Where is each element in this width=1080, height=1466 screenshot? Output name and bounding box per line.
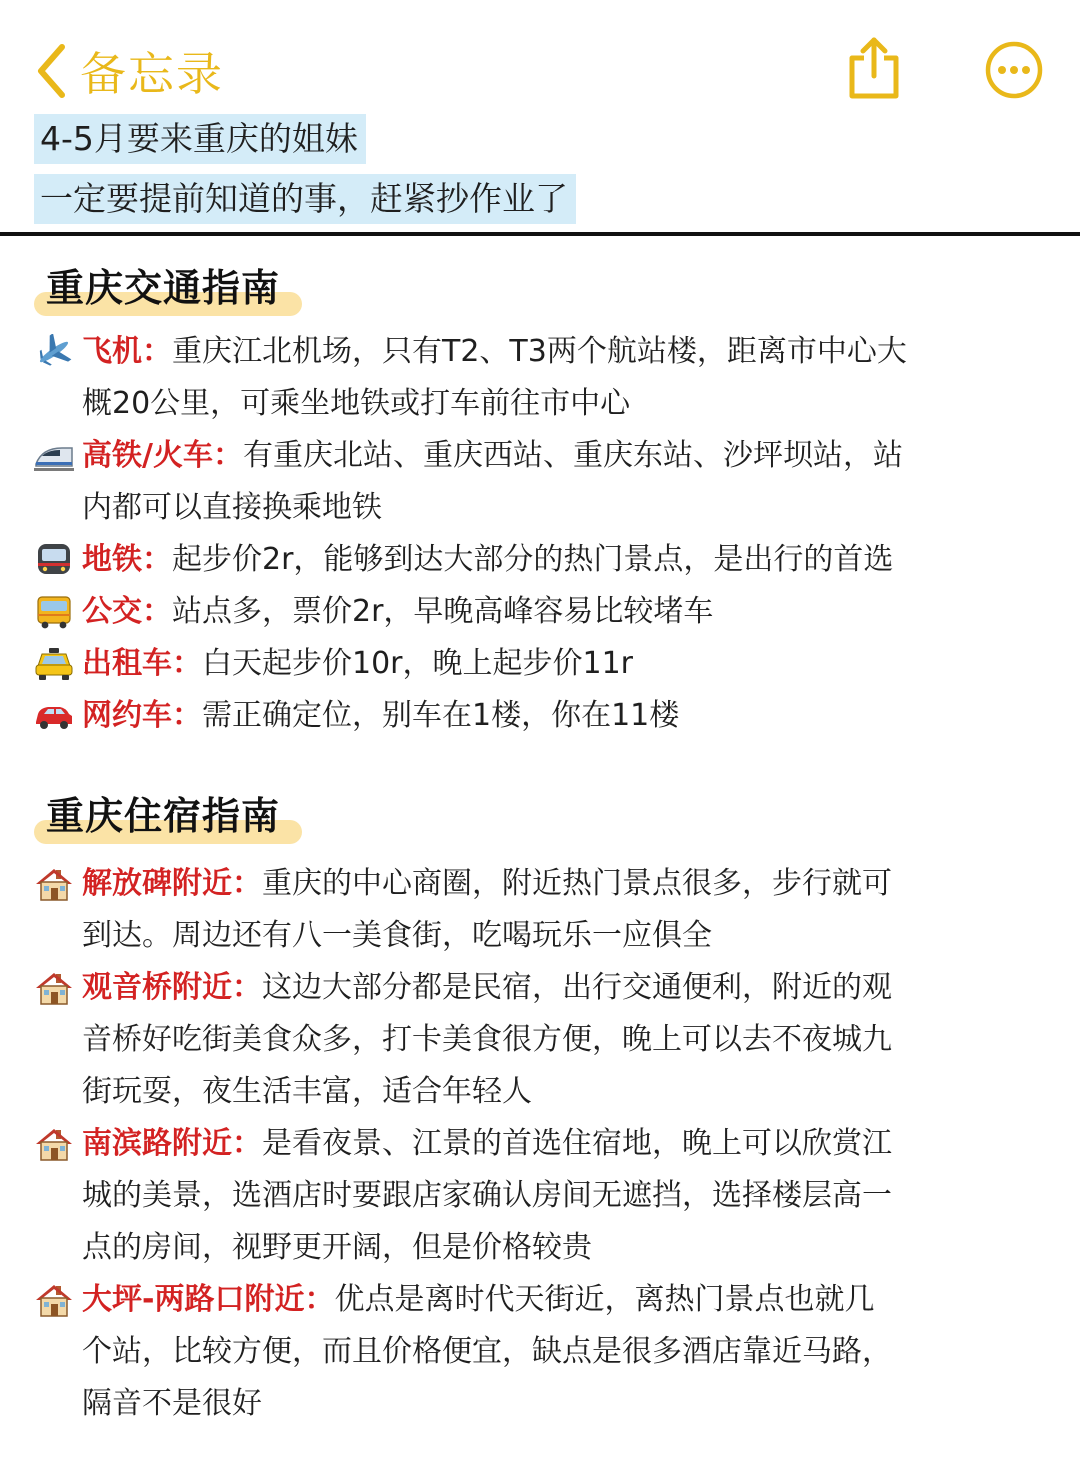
house-icon [34, 1282, 74, 1318]
bus-icon [34, 594, 74, 630]
list-item-airplane: 飞机：重庆江北机场，只有T2、T3两个航站楼，距离市中心大 概20公里，可乘坐地铁或打车前往市中心 [34, 326, 1044, 430]
metro-icon [34, 542, 74, 578]
list-item-guanyinqiao: 观音桥附近：这边大部分都是民宿，出行交通便利，附近的观 音桥好吃街美食众多，打卡美食很方便，晚上可以去不夜城九 街玩耍，夜生活丰富，适合年轻人 [34, 962, 1044, 1118]
divider [0, 232, 1080, 236]
house-icon [34, 866, 74, 902]
house-icon [34, 970, 74, 1006]
list-item-metro: 地铁：起步价2r，能够到达大部分的热门景点，是出行的首选 [34, 534, 1044, 586]
bullet-train-icon [34, 438, 74, 474]
house-icon [34, 1126, 74, 1162]
subtitle-line-1: 4-5月要来重庆的姐妹 [34, 114, 366, 164]
lodging-section-title: 重庆住宿指南 [34, 786, 280, 846]
transport-section-title: 重庆交通指南 [34, 258, 280, 318]
back-button[interactable] [36, 38, 224, 104]
list-item-bus: 公交：站点多，票价2r，早晚高峰容易比较堵车 [34, 586, 1044, 638]
share-icon[interactable] [846, 36, 902, 100]
taxi-icon [34, 646, 74, 682]
chevron-left-icon [36, 43, 66, 99]
list-item-daping: 大坪-两路口附近：优点是离时代天街近，离热门景点也就几 个站，比较方便，而且价格便宜，缺点是很多酒店靠近马路， 隔音不是很好 [34, 1274, 1044, 1430]
back-label: 备忘录 [80, 47, 224, 101]
car-icon [34, 698, 74, 734]
list-item-taxi: 出租车：白天起步价10r，晚上起步价11r [34, 638, 1044, 690]
list-item-bullet-train: 高铁/火车：有重庆北站、重庆西站、重庆东站、沙坪坝站，站 内都可以直接换乘地铁 [34, 430, 1044, 534]
list-item-nanbinlu: 南滨路附近：是看夜景、江景的首选住宿地，晚上可以欣赏江 城的美景，选酒店时要跟店家确认房间无遮挡，选择楼层高一 点的房间，视野更开阔，但是价格较贵 [34, 1118, 1044, 1274]
subtitle-line-2: 一定要提前知道的事，赶紧抄作业了 [34, 174, 576, 224]
nav-bar [0, 0, 1080, 110]
list-item-ride-hailing: 网约车：需正确定位，别车在1楼，你在11楼 [34, 690, 1044, 742]
more-icon[interactable] [984, 40, 1044, 100]
list-item-jiefangbei: 解放碑附近：重庆的中心商圈，附近热门景点很多，步行就可 到达。周边还有八一美食街，吃喝玩乐一应俱全 [34, 858, 1044, 962]
airplane-icon [34, 334, 74, 370]
